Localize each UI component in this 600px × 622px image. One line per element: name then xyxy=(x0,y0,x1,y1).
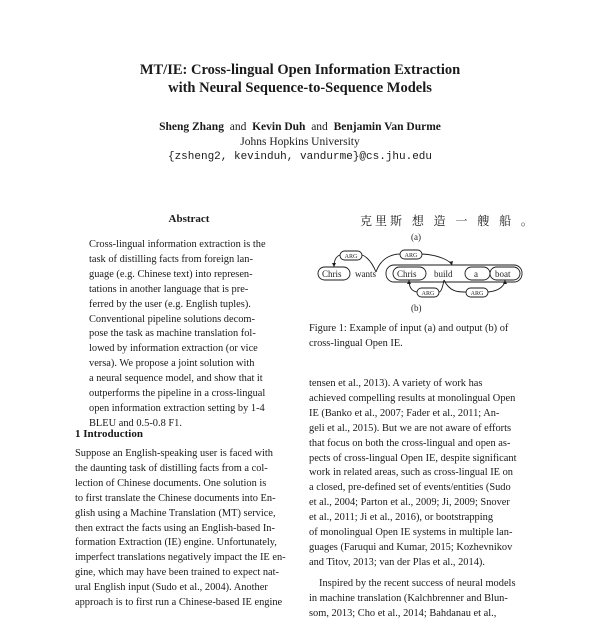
author-name: Kevin Duh xyxy=(252,121,306,133)
body-line: achieved compelling results at monolingual Open xyxy=(309,392,516,404)
body-line: geli et al., 2015). But we are not aware of efforts xyxy=(309,422,512,434)
abstract-line: guage (e.g. Chinese text) into represen- xyxy=(89,268,253,280)
arrowhead xyxy=(332,263,336,267)
intro-line: lection of Chinese documents. One solution is xyxy=(75,477,267,489)
body-line: et al., 2011; Ji et al., 2016), or bootstrapping xyxy=(309,512,494,524)
body-line: in machine translation (Kalchbrenner and Blun- xyxy=(309,592,508,604)
body-line: work in related areas, such as cross-lingual IE on xyxy=(309,467,513,479)
section-heading-introduction: 1 Introduction xyxy=(75,428,143,440)
intro-line: formation Extraction (IE) engine. Unfortunately, xyxy=(75,537,277,549)
token-build: build xyxy=(434,269,453,279)
abstract-line: outperforms the pipeline in a cross-lingual xyxy=(89,388,266,400)
author-list xyxy=(0,120,600,135)
right-column-body xyxy=(309,377,532,622)
token-chris-2: Chris xyxy=(397,269,417,279)
abstract-line: task of distilling facts from foreign lan- xyxy=(89,253,253,265)
body-line: guages (Faruqui and Kumar, 2015; Kozhevnikov xyxy=(309,541,513,553)
token-a: a xyxy=(474,269,478,279)
paper-title-line-2: with Neural Sequence-to-Sequence Models xyxy=(168,80,432,96)
author-name: Sheng Zhang xyxy=(159,121,224,133)
body-line: a closed, pre-defined set of events/entities (Sudo xyxy=(309,482,511,494)
abstract-line: lowed by information extraction (or vice xyxy=(89,343,258,355)
intro-line: ural English input (Sudo et al., 2004). Another xyxy=(75,582,268,594)
token-boat: boat xyxy=(495,269,511,279)
body-line: Inspired by the recent success of neural models xyxy=(319,577,516,589)
intro-line: then extract the facts using an English-based In- xyxy=(75,522,275,534)
body-line: som, 2013; Cho et al., 2014; Bahdanau et al., xyxy=(309,607,497,619)
token-wants: wants xyxy=(355,269,376,279)
intro-body xyxy=(75,447,289,611)
abstract-line: Cross-lingual information extraction is the xyxy=(89,239,266,250)
abstract-line: ferred by the user (e.g. English tuples). xyxy=(89,298,251,310)
abstract-heading: Abstract xyxy=(168,213,210,225)
paper-title-line-1: MT/IE: Cross-lingual Open Information Extraction xyxy=(139,62,461,78)
arg-label: ARG xyxy=(421,291,435,297)
abstract-line: BLEU and 0.5-0.8 F1. xyxy=(89,417,182,429)
email: {zsheng2, kevinduh, vandurme}@cs.jhu.edu xyxy=(167,151,433,163)
author-separator: and xyxy=(229,121,247,133)
body-line: that focus on both the cross-lingual and open as- xyxy=(309,437,511,449)
body-line: et al., 2004; Parton et al., 2009; Ji, 2009; Snover xyxy=(309,497,510,509)
figure-caption: Figure 1: Example of input (a) and output (b) of cross-lingual Open IE. xyxy=(309,323,509,349)
intro-line: glish using a Machine Translation (MT) service, xyxy=(75,507,276,519)
intro-line: the daunting task of distilling facts from a col- xyxy=(75,462,268,474)
figure-diagram xyxy=(300,245,540,305)
abstract-line: Conventional pipeline solutions decom- xyxy=(89,313,255,325)
abstract-line: tations in another language that is pre- xyxy=(89,283,249,295)
body-line: of monolingual Open IE systems in multiple lan- xyxy=(309,527,513,539)
figure-label-b: (b) xyxy=(411,303,422,313)
arc-arg2-clause xyxy=(422,254,452,265)
token-chris-1: Chris xyxy=(322,269,342,279)
abstract-line: pose the task as machine translation fol- xyxy=(89,328,256,340)
intro-line: Suppose an English-speaking user is faced with xyxy=(75,448,273,459)
author-name: Benjamin Van Durme xyxy=(333,121,441,133)
arg-label: ARG xyxy=(404,253,418,259)
figure-label-a: (a) xyxy=(411,232,421,242)
intro-line: gine, which may have been trained to expect nat- xyxy=(75,567,279,579)
body-line: and Titov, 2013; van der Plas et al., 2014). xyxy=(309,556,485,568)
abstract-line: open information extraction setting by 1-4 xyxy=(89,402,265,414)
abstract-body xyxy=(89,238,276,432)
body-line: pects of cross-lingual Open IE, despite significant xyxy=(309,452,517,464)
figure-chinese-input: 克里斯 想 造 一 艘 船 。 xyxy=(360,214,536,228)
body-line: IE (Banko et al., 2007; Fader et al., 2011; An- xyxy=(309,407,500,419)
arg-label: ARG xyxy=(470,291,484,297)
abstract-line: a neural sequence model, and show that it xyxy=(89,373,263,385)
arg-label: ARG xyxy=(344,254,358,260)
intro-line: imperfect translations negatively impact the IE en- xyxy=(75,552,286,564)
body-line: tensen et al., 2013). A variety of work has xyxy=(309,378,483,389)
affiliation: Johns Hopkins University xyxy=(240,136,360,148)
intro-line: to first translate the Chinese documents into En- xyxy=(75,492,276,504)
intro-line: approach is to first run a Chinese-based IE engine xyxy=(75,597,283,609)
abstract-line: versa). We propose a joint solution with xyxy=(89,358,255,370)
author-separator: and xyxy=(311,121,328,133)
